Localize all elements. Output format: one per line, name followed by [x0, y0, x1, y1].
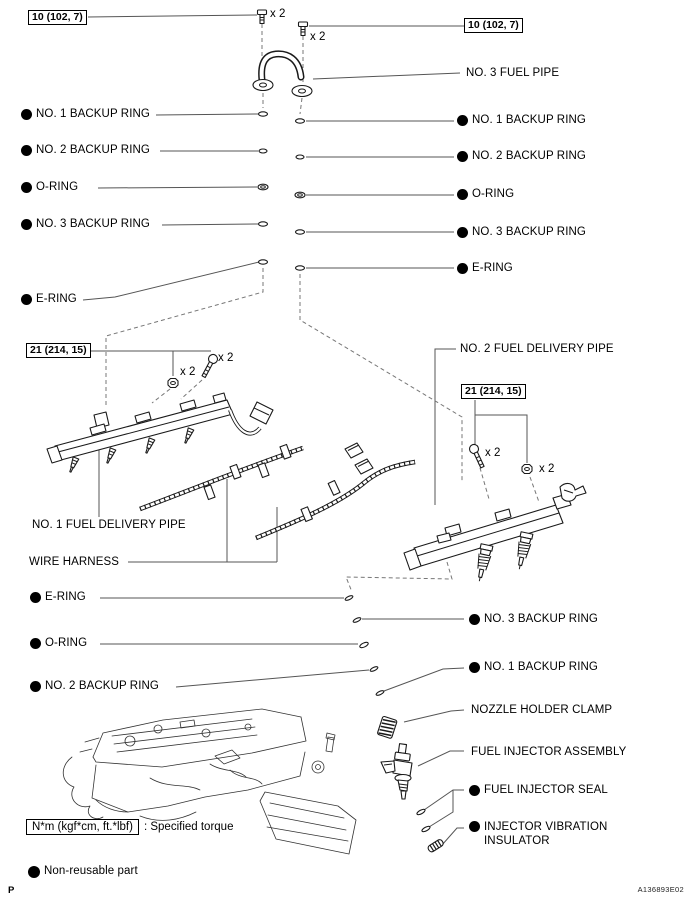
non-reusable-legend [28, 865, 138, 878]
non-reusable-dot-icon [21, 145, 32, 156]
seal-ring-icons [345, 595, 385, 696]
label-o-ring-right [457, 188, 514, 201]
torque-callout-mid-left: 21 (214, 15) [26, 343, 91, 358]
figure-code: A136893E02 [637, 885, 684, 894]
qty-label: x 2 [270, 8, 286, 20]
union-bolt-icon [258, 10, 267, 24]
label-no2-backup-ring-lower [30, 680, 159, 693]
label-text: NO. 1 BACKUP RING [472, 114, 586, 126]
label-text: WIRE HARNESS [29, 556, 120, 568]
non-reusable-dot-icon [457, 263, 468, 274]
label-no1-backup-ring-lower [469, 661, 598, 674]
label-text: INJECTOR VIBRATION INSULATOR [484, 821, 608, 847]
non-reusable-dot-icon [21, 294, 32, 305]
rail-nut-icon [522, 465, 532, 474]
qty-label: x 2 [539, 463, 555, 475]
label-e-ring-lower [30, 591, 86, 604]
non-reusable-dot-icon [457, 151, 468, 162]
label-no3-backup-ring-lower [469, 613, 598, 626]
label-o-ring-lower [30, 637, 87, 650]
label-text: FUEL INJECTOR SEAL [484, 784, 608, 796]
backup-ring-icons-left [258, 112, 268, 264]
non-reusable-dot-icon [457, 227, 468, 238]
label-text: O-RING [472, 188, 515, 200]
label-text: NO. 3 BACKUP RING [484, 613, 598, 625]
label-text: E-RING [472, 262, 513, 274]
label-text: NO. 2 BACKUP RING [36, 144, 150, 156]
nozzle-holder-clamp-drawing [377, 716, 397, 739]
label-injector-vibration-insulator [469, 820, 612, 848]
qty-label: x 2 [180, 366, 196, 378]
rail-bolt-icon [200, 353, 219, 379]
label-no1-fuel-delivery-pipe [32, 519, 186, 532]
torque-callout-mid-right: 21 (214, 15) [461, 384, 526, 399]
qty-label: x 2 [485, 447, 501, 459]
injector-vibration-insulator-drawing [427, 839, 444, 853]
non-reusable-dot-icon [469, 614, 480, 625]
rail-nut-icon [168, 379, 178, 388]
label-text: NO. 2 BACKUP RING [45, 680, 159, 692]
label-no1-backup-ring-right [457, 114, 586, 127]
non-reusable-dot-icon [30, 681, 41, 692]
label-o-ring-left [21, 181, 78, 194]
non-reusable-dot-icon [469, 821, 480, 832]
label-text: E-RING [36, 293, 77, 305]
label-text: NOZZLE HOLDER CLAMP [471, 704, 613, 716]
label-text: O-RING [36, 181, 79, 193]
label-e-ring-left [21, 293, 77, 306]
non-reusable-dot-icon [21, 219, 32, 230]
no2-fuel-delivery-pipe-drawing [404, 483, 586, 582]
label-wire-harness [29, 556, 119, 569]
non-reusable-dot-icon [469, 785, 480, 796]
label-text: NO. 1 BACKUP RING [484, 661, 598, 673]
non-reusable-dot-icon [30, 592, 41, 603]
non-reusable-dot-icon [30, 638, 41, 649]
qty-label: x 2 [310, 31, 326, 43]
non-reusable-dot-icon [21, 109, 32, 120]
torque-legend [26, 819, 233, 835]
torque-callout-top-right: 10 (102, 7) [464, 18, 523, 33]
label-text: NO. 2 BACKUP RING [472, 150, 586, 162]
torque-symbol-box: N*m (kgf*cm, ft.*lbf) [26, 819, 139, 835]
qty-label: x 2 [218, 352, 234, 364]
fuel-injector-seal-drawing [416, 808, 431, 832]
no1-fuel-delivery-pipe-drawing [47, 393, 273, 473]
label-text: NO. 1 BACKUP RING [36, 108, 150, 120]
label-text: NO. 3 BACKUP RING [472, 226, 586, 238]
non-reusable-dot-icon [21, 182, 32, 193]
label-no1-backup-ring-left [21, 108, 150, 121]
label-fuel-injector-assembly [471, 746, 626, 759]
label-no3-backup-ring-right [457, 226, 586, 239]
label-text: E-RING [45, 591, 86, 603]
label-no2-fuel-delivery-pipe [460, 343, 614, 356]
label-no3-fuel-pipe [466, 67, 559, 80]
non-reusable-dot-icon [469, 662, 480, 673]
rail-bolt-icon [468, 443, 487, 469]
torque-callout-top-left: 10 (102, 7) [28, 10, 87, 25]
label-nozzle-holder-clamp [471, 704, 612, 717]
legend-text: Non-reusable part [44, 865, 138, 877]
torque-legend-text: : Specified torque [143, 821, 234, 833]
union-bolt-icon [299, 22, 308, 36]
label-no2-backup-ring-right [457, 150, 586, 163]
non-reusable-dot-icon [457, 189, 468, 200]
non-reusable-dot-icon [28, 866, 40, 878]
non-reusable-dot-icon [457, 115, 468, 126]
page-marker: P [8, 885, 15, 896]
label-text: O-RING [45, 637, 88, 649]
label-text: NO. 1 FUEL DELIVERY PIPE [32, 519, 186, 531]
label-text: NO. 3 FUEL PIPE [466, 67, 560, 79]
fuel-injector-assembly-drawing [381, 744, 412, 799]
label-text: FUEL INJECTOR ASSEMBLY [471, 746, 627, 758]
label-no2-backup-ring-left [21, 144, 150, 157]
label-text: NO. 2 FUEL DELIVERY PIPE [460, 343, 614, 355]
label-fuel-injector-seal [469, 784, 608, 797]
label-text: NO. 3 BACKUP RING [36, 218, 150, 230]
backup-ring-icons-right [295, 119, 305, 270]
label-no3-backup-ring-left [21, 218, 150, 231]
label-e-ring-right [457, 262, 513, 275]
